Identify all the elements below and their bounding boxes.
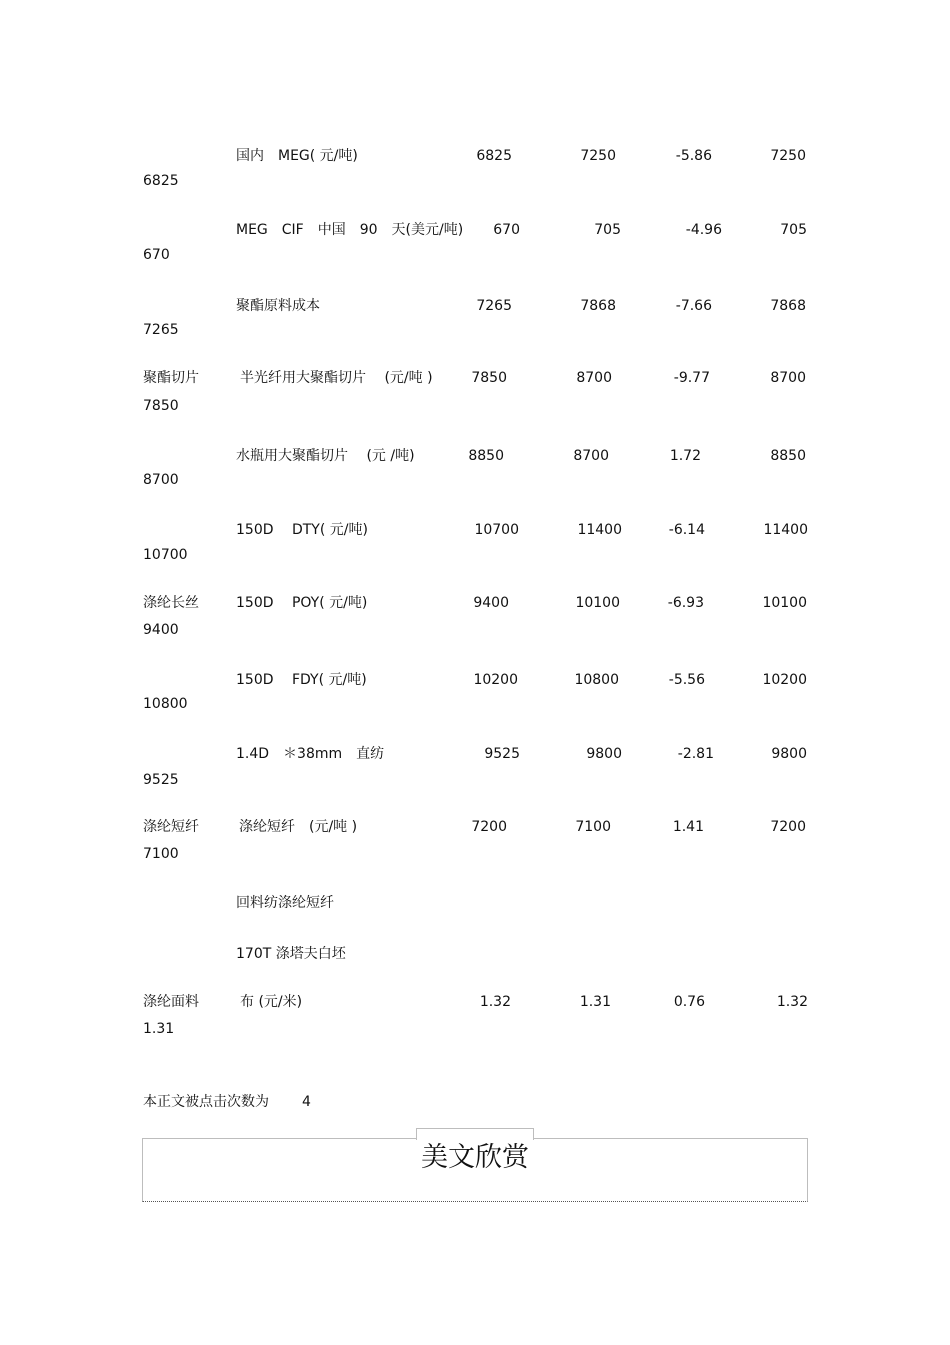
row-category: 涤纶面料 xyxy=(143,994,199,1010)
row-name: 国内 MEG( 元/吨) xyxy=(236,148,358,164)
row-current: 10200 xyxy=(473,672,518,688)
row-low: 9525 xyxy=(143,772,179,788)
row-name: 水瓶用大聚酯切片 (元 /吨) xyxy=(236,448,415,464)
row-low: 6825 xyxy=(143,173,179,189)
row-change: -4.96 xyxy=(685,222,722,238)
row-low: 8700 xyxy=(143,472,179,488)
row-change: -7.66 xyxy=(675,298,712,314)
row-name: 1.4D ＊38mm 直纺 xyxy=(236,746,385,762)
row-change: -9.77 xyxy=(673,370,710,386)
row-current: 10700 xyxy=(474,522,519,538)
click-count-value: 4 xyxy=(302,1094,311,1110)
row-previous: 11400 xyxy=(577,522,622,538)
row-category: 涤纶长丝 xyxy=(143,595,199,611)
row-current: 8850 xyxy=(468,448,504,464)
row-low: 9400 xyxy=(143,622,179,638)
row-category: 聚酯切片 xyxy=(143,370,199,386)
row-high: 9800 xyxy=(771,746,807,762)
click-count-label: 本正文被点击次数为 xyxy=(143,1094,269,1110)
row-name: 回料纺涤纶短纤 xyxy=(236,895,334,911)
row-current: 6825 xyxy=(476,148,512,164)
row-high: 8700 xyxy=(770,370,806,386)
row-name: 布 (元/米) xyxy=(240,994,303,1010)
row-category: 涤纶短纤 xyxy=(143,819,199,835)
row-high: 1.32 xyxy=(776,994,808,1010)
row-low: 10800 xyxy=(143,696,188,712)
row-previous: 1.31 xyxy=(579,994,611,1010)
row-current: 7850 xyxy=(471,370,507,386)
row-low: 7100 xyxy=(143,846,179,862)
row-name: 涤纶短纤 (元/吨 ) xyxy=(239,819,358,835)
row-current: 7265 xyxy=(476,298,512,314)
row-high: 7868 xyxy=(770,298,806,314)
row-current: 9400 xyxy=(473,595,509,611)
row-change: -5.56 xyxy=(668,672,705,688)
row-previous: 705 xyxy=(594,222,621,238)
footer-section-title: 美文欣赏 xyxy=(421,1142,529,1173)
row-current: 670 xyxy=(493,222,520,238)
row-change: 1.72 xyxy=(669,448,701,464)
row-previous: 10800 xyxy=(574,672,619,688)
row-previous: 8700 xyxy=(573,448,609,464)
row-current: 9525 xyxy=(484,746,520,762)
row-high: 7200 xyxy=(770,819,806,835)
row-change: 0.76 xyxy=(673,994,705,1010)
row-change: -6.93 xyxy=(667,595,704,611)
row-high: 10100 xyxy=(762,595,807,611)
row-previous: 10100 xyxy=(575,595,620,611)
row-current: 1.32 xyxy=(479,994,511,1010)
row-high: 7250 xyxy=(770,148,806,164)
row-low: 7265 xyxy=(143,322,179,338)
row-change: -6.14 xyxy=(668,522,705,538)
row-change: -5.86 xyxy=(675,148,712,164)
row-low: 10700 xyxy=(143,547,188,563)
row-change: 1.41 xyxy=(672,819,704,835)
row-name: 150D DTY( 元/吨) xyxy=(236,522,368,538)
row-name: 半光纤用大聚酯切片 (元/吨 ) xyxy=(240,370,433,386)
row-high: 8850 xyxy=(770,448,806,464)
row-previous: 7868 xyxy=(580,298,616,314)
row-low: 670 xyxy=(143,247,170,263)
row-low: 1.31 xyxy=(143,1021,175,1037)
row-previous: 7100 xyxy=(575,819,611,835)
row-current: 7200 xyxy=(471,819,507,835)
row-name: 150D POY( 元/吨) xyxy=(236,595,368,611)
row-previous: 8700 xyxy=(576,370,612,386)
row-high: 11400 xyxy=(763,522,808,538)
footer-section-tab xyxy=(416,1128,534,1140)
row-name: 聚酯原料成本 xyxy=(236,298,320,314)
row-name: MEG CIF 中国 90 天(美元/吨) xyxy=(236,222,464,238)
row-high: 705 xyxy=(780,222,807,238)
row-change: -2.81 xyxy=(677,746,714,762)
row-name: 150D FDY( 元/吨) xyxy=(236,672,367,688)
row-high: 10200 xyxy=(762,672,807,688)
row-previous: 9800 xyxy=(586,746,622,762)
row-low: 7850 xyxy=(143,398,179,414)
row-previous: 7250 xyxy=(580,148,616,164)
row-name: 170T 涤塔夫白坯 xyxy=(236,946,346,962)
